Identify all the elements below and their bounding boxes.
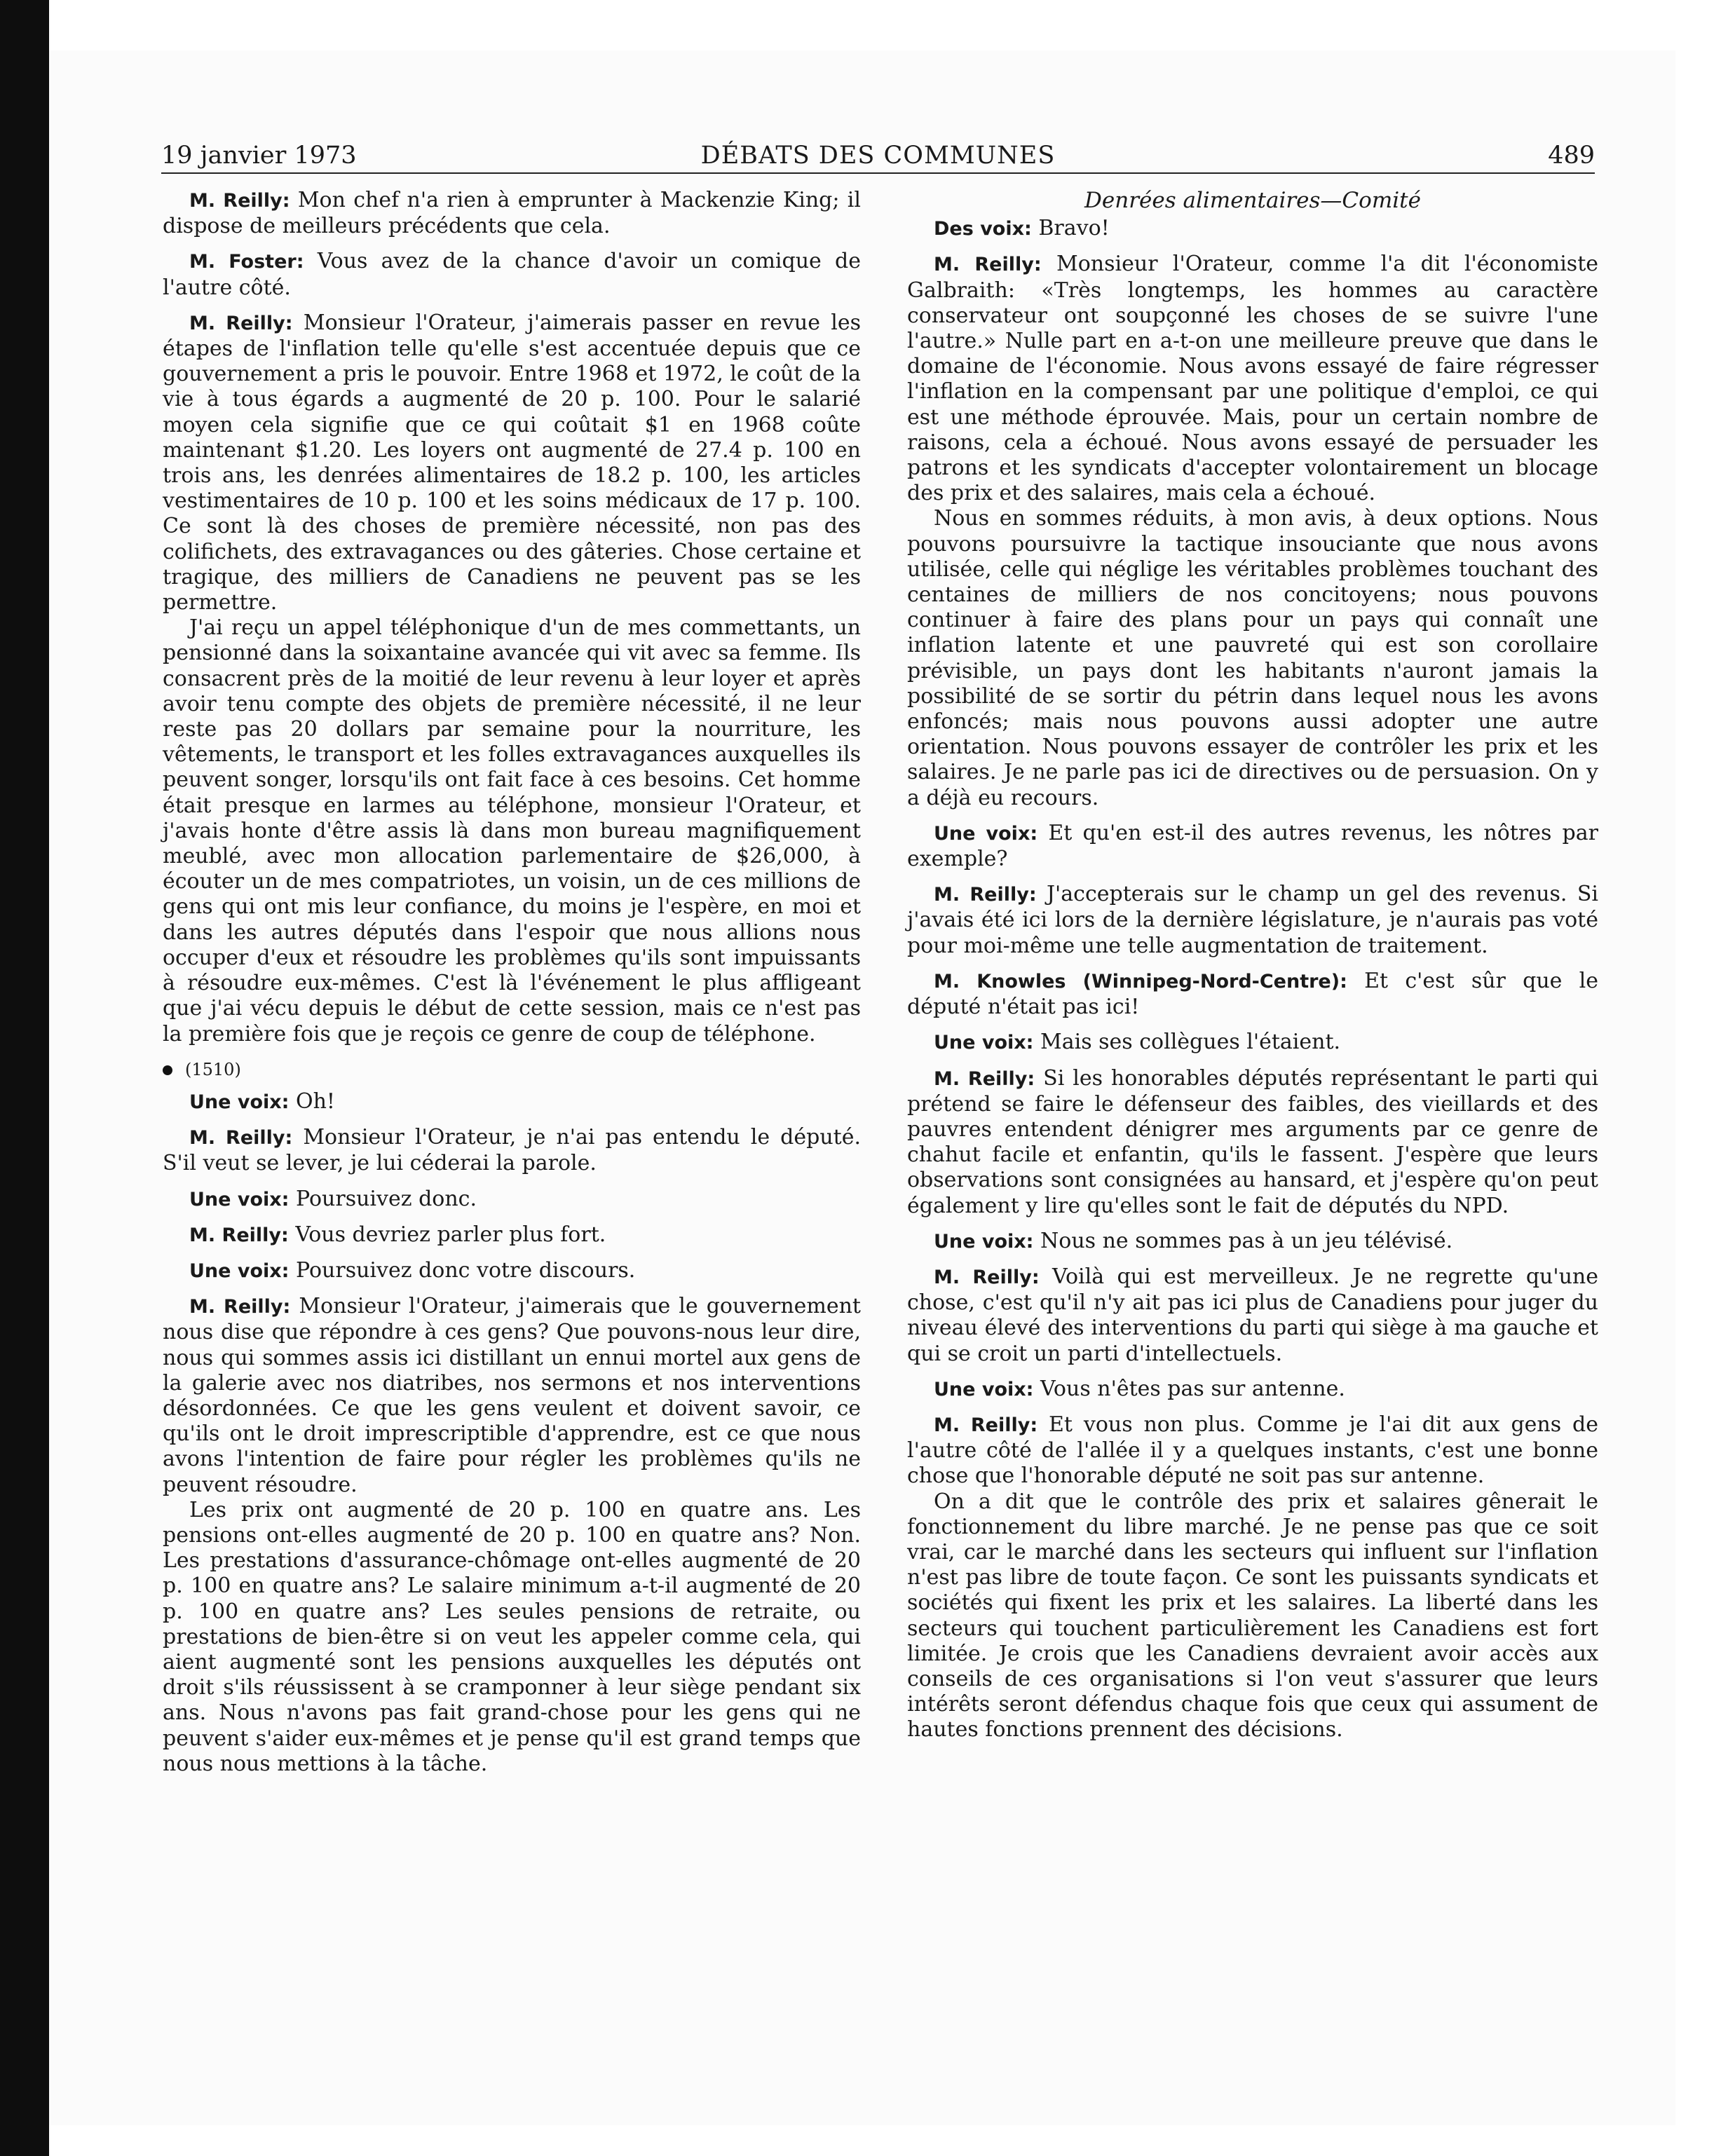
right-column [907, 188, 1598, 1753]
paragraph [907, 1377, 1598, 1403]
bullet-icon [163, 1065, 172, 1075]
speech-text: Mon chef n'a rien à emprunter à Mackenzie King; il dispose de meilleurs précédents que cela. [163, 188, 861, 239]
speech-text: Voilà qui est merveilleux. Je ne regrette qu'une chose, c'est qu'il n'y ait pas ici plus de Canadiens pour juger du niveau élevé des interventions du parti qui siège à ma gauche et qui se croit un parti d'intellectuels. [907, 1264, 1598, 1366]
speech-text: Et qu'en est-il des autres revenus, les nôtres par exemple? [907, 820, 1598, 872]
time-marker [163, 1057, 861, 1082]
paragraph [163, 1089, 861, 1115]
paragraph [907, 1412, 1598, 1489]
speech-text: Bravo! [1031, 216, 1110, 241]
speech-text: Si les honorables députés représentant le parti qui prétend se faire le défenseur des faibles, des vieillards et des pauvres entendent dénigrer mes arguments par ce genre de chahut facile et enfantin, qu'ils le fassent. J'espère que leurs observations sont consignées au hansard, et j'espère qu'on peut également y lire qu'elles sont le fait de députés du NPD. [907, 1065, 1598, 1218]
speech-text: Mais ses collègues l'étaient. [1033, 1030, 1341, 1055]
paragraph [163, 615, 861, 1046]
page-header [161, 139, 1595, 174]
speaker-name: M. Reilly: [934, 884, 1037, 906]
speaker-name: M. Reilly: [189, 1224, 289, 1246]
paragraph [163, 249, 861, 300]
speaker-name: M. Reilly: [934, 254, 1042, 276]
speaker-name: M. Reilly: [934, 1414, 1038, 1436]
speech-text: Poursuivez donc. [289, 1186, 477, 1211]
speech-text: Et vous non plus. Comme je l'ai dit aux gens de l'autre côté de l'allée il y a quelques instants, c'est une bonne chose que l'honorable député ne soit pas sur antenne. [907, 1412, 1598, 1489]
speech-text: Oh! [289, 1089, 335, 1114]
speech-text: Monsieur l'Orateur, j'aimerais que le gouvernement nous dise que répondre à ces gens? Que pouvons-nous leur dire, nous qui sommes assis ici distillant un ennui mortel aux gens de la galerie avec nos diatribes, nos sermons et nos interventions désordonnées. Ce que les gens veulent et doivent savoir, ce qu'ils ont le droit imprescriptible d'apprendre, est ce que nous avons l'intention de faire pour régler les problèmes qu'ils ne peuvent résoudre. [163, 1294, 861, 1497]
speaker-name: M. Foster: [189, 251, 304, 273]
paragraph [907, 1229, 1598, 1255]
speaker-name: M. Reilly: [189, 1296, 291, 1318]
speaker-name: Une voix: [189, 1091, 290, 1113]
speaker-name: M. Reilly: [934, 1067, 1035, 1090]
speaker-name: Une voix: [934, 1378, 1034, 1400]
paragraph [163, 1258, 861, 1284]
speech-text: Monsieur l'Orateur, je n'ai pas entendu le député. S'il veut se lever, je lui céderai la parole. [163, 1125, 861, 1176]
speaker-name: Une voix: [934, 822, 1038, 845]
speech-text: Monsieur l'Orateur, j'aimerais passer en revue les étapes de l'inflation telle qu'elle s'est accentuée depuis que ce gouvernement a pris le pouvoir. Entre 1968 et 1972, le coût de la vie à tous égards a augmenté de 20 p. 100. Pour le salarié moyen cela signifie que ce qui coûtait $1 en 1968 coûte maintenant $1.20. Les loyers ont augmenté de 27.4 p. 100 en trois ans, les denrées alimentaires de 18.2 p. 100, les articles vestimentaires de 10 p. 100 et les soins médicaux de 17 p. 100. Ce sont là des choses de première nécessité, non pas des colifichets, des extravagances ou des gâteries. Chose certaine et tragique, des milliers de Canadiens ne peuvent pas se les permettre. [163, 310, 862, 615]
speech-text: Les prix ont augmenté de 20 p. 100 en quatre ans. Les pensions ont-elles augmenté de 20 p. 100 en quatre ans? Non. Les prestations d'assurance-chômage ont-elles augmenté de 20 p. 100 en quatre ans? Le salaire minimum a-t-il augmenté de 20 p. 100 en quatre ans? Les seules pensions de retraite, ou prestations de bien-être si on veut les appeler comme cela, qui aient augmenté sont les pensions auxquelles les députés ont droit s'ils réussissent à se cramponner à leur siège pendant six ans. Nous n'avons pas fait grand-chose pour les gens qui ne peuvent s'aider eux-mêmes et je pense qu'il est grand temps que nous nous mettions à la tâche. [163, 1497, 861, 1776]
speech-text: Vous n'êtes pas sur antenne. [1033, 1376, 1345, 1401]
paragraph [907, 1489, 1598, 1743]
speaker-name: M. Reilly: [934, 1266, 1040, 1288]
speech-text: J'ai reçu un appel téléphonique d'un de mes commettants, un pensionné dans la soixantaine avancée qui vit avec sa femme. Ils consacrent près de la moitié de leur revenu à leur loyer et après avoir tenu compte des objets de première nécessité, il ne leur reste pas 20 dollars par semaine pour la nourriture, les vêtements, le transport et les folles extravagances auxquelles ils peuvent songer, lorsqu'ils ont fait face à ces besoins. Cet homme était presque en larmes au téléphone, monsieur l'Orateur, et j'avais honte d'être assis là dans mon bureau magnifiquement meublé, avec mon allocation parlementaire de $26,000, à écouter un de mes compatriotes, un voisin, un de ces millions de gens qui ont mis leur confiance, du moins je l'espère, en moi et dans les autres députés dans l'espoir que nous allions nous occuper d'eux et résoudre les problèmes qu'ils sont impuissants à résoudre eux-mêmes. C'est là l'événement le plus affligeant que j'ai vécu depuis le début de cette session, mais ce n'est pas la première fois que je reçois ce genre de coup de téléphone. [163, 615, 861, 1046]
speech-text: Nous en sommes réduits, à mon avis, à deux options. Nous pouvons poursuivre la tactique insouciante que nous avons utilisée, celle qui néglige les véritables problèmes touchant des centaines de milliers de nos concitoyens; nous pouvons continuer à faire des plans pour un pays qui connaît une inflation latente et une pauvreté qui est son corollaire prévisible, un pays dont les habitants n'auront jamais la possibilité de se sortir du pétrin dans lequel nous les avons enfoncés; mais nous pouvons aussi adopter une autre orientation. Nous pouvons essayer de contrôler les prix et les salaires. Je ne parle pas ici de directives ou de persuasion. On y a déjà eu recours. [907, 506, 1598, 810]
speaker-name: M. Reilly: [189, 190, 290, 212]
paragraph [907, 1264, 1598, 1367]
paragraph [907, 1030, 1598, 1056]
speaker-name: M. Reilly: [189, 312, 293, 334]
time-marker-text: (1510) [185, 1059, 241, 1079]
speech-text: J'accepterais sur le champ un gel des revenus. Si j'avais été ici lors de la dernière législature, je n'aurais pas voté pour moi-même une telle augmentation de traitement. [907, 882, 1598, 958]
speaker-name: Une voix: [934, 1230, 1034, 1253]
paragraph [907, 252, 1598, 506]
paragraph [907, 882, 1598, 959]
speaker-name: Des voix: [934, 218, 1032, 240]
paragraph [163, 1187, 861, 1213]
speaker-name: Une voix: [934, 1032, 1034, 1054]
page-number: 489 [1548, 142, 1595, 170]
speaker-name: M. Knowles (Winnipeg-Nord-Centre): [934, 970, 1347, 992]
paragraph [163, 1222, 861, 1248]
left-column [163, 188, 861, 1787]
paragraph [907, 216, 1598, 242]
paragraph [163, 1125, 861, 1176]
header-title: DÉBATS DES COMMUNES [700, 142, 1056, 170]
speech-text: Et c'est sûr que le député n'était pas ici! [907, 968, 1599, 1020]
paragraph [163, 1294, 861, 1498]
speaker-name: Une voix: [189, 1260, 290, 1282]
speech-text: Vous devriez parler plus fort. [288, 1222, 606, 1247]
speaker-name: Une voix: [189, 1188, 290, 1210]
speech-text: Poursuivez donc votre discours. [289, 1257, 636, 1283]
paragraph [163, 188, 861, 239]
section-title: Denrées alimentaires—Comité [1084, 188, 1421, 213]
paragraph [163, 1498, 861, 1777]
paragraph [163, 311, 861, 615]
paragraph [907, 969, 1598, 1020]
speech-text: On a dit que le contrôle des prix et salaires gênerait le fonctionnement du libre marché. Je ne pense pas que ce soit vrai, car le marché dans les secteurs qui influent sur l'inflation n'est pas libre de toute façon. Ce sont les puissants syndicats et sociétés qui fixent les prix et les salaires. La liberté dans les secteurs qui touchent particulièrement les Canadiens est fort limitée. Je crois que les Canadiens devraient avoir accès aux conseils de ces organisations si l'on veut s'assurer que leurs intérêts seront défendus chaque fois que ceux qui assument de hautes fonctions prennent des décisions. [907, 1489, 1598, 1742]
speech-text: Nous ne sommes pas à un jeu télévisé. [1033, 1228, 1453, 1253]
paragraph [907, 1066, 1598, 1219]
speaker-name: M. Reilly: [189, 1127, 293, 1149]
speech-text: Monsieur l'Orateur, comme l'a dit l'économiste Galbraith: «Très longtemps, les hommes au caractère conservateur ont soupçonné les choses de se suivre l'une l'autre.» Nulle part en a-t-on une meilleure preuve que dans le domaine de l'économie. Nous avons essayé de faire régresser l'inflation en la compensant par une politique d'emploi, ce qui est une méthode éprouvée. Mais, pour un certain nombre de raisons, cela a échoué. Nous avons essayé de persuader les patrons et les syndicats d'accepter volontairement un blocage des prix et des salaires, mais cela a échoué. [907, 252, 1598, 506]
paragraph [907, 506, 1598, 810]
header-date: 19 janvier 1973 [161, 142, 357, 170]
paragraph [907, 821, 1598, 872]
scan-edge [0, 0, 49, 2156]
speech-text: Vous avez de la chance d'avoir un comique de l'autre côté. [163, 249, 861, 300]
